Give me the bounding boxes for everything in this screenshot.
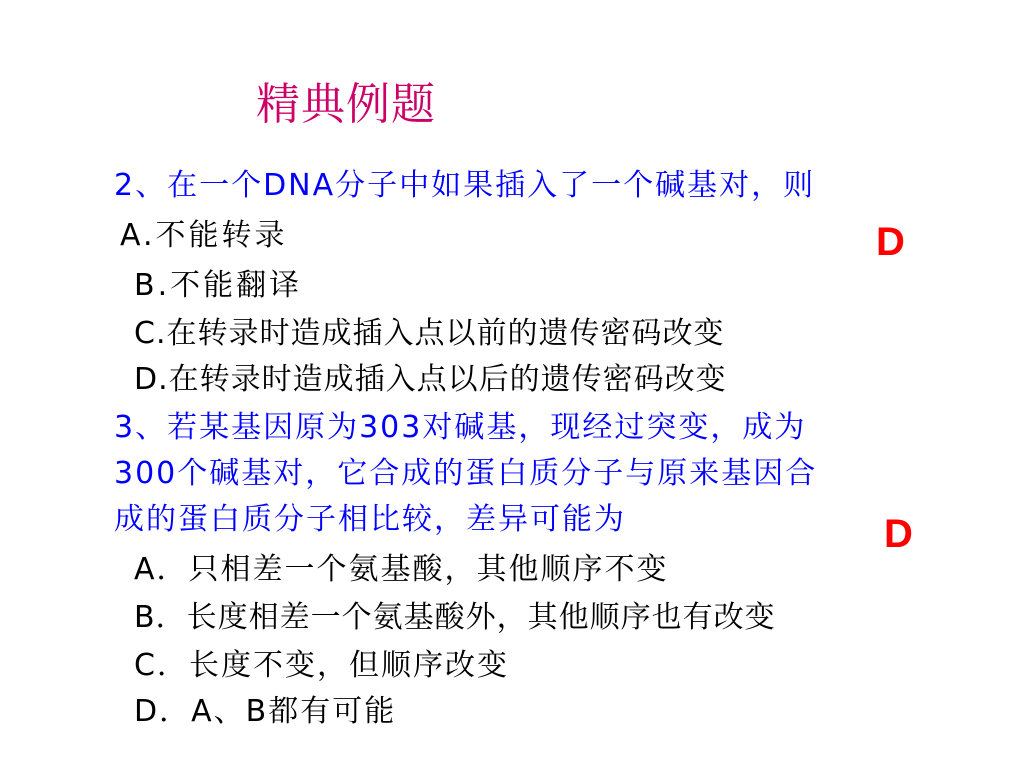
question-2-answer: D: [876, 220, 905, 264]
question-2-stem: 2、在一个DNA分子中如果插入了一个碱基对，则: [114, 168, 816, 203]
question-3-stem-line-3: 成的蛋白质分子相比较，差异可能为: [114, 502, 626, 537]
question-2-option-c: C.在转录时造成插入点以前的遗传密码改变: [134, 316, 725, 351]
question-2-option-d: D.在转录时造成插入点以后的遗传密码改变: [134, 362, 727, 397]
question-3-option-d: D．A、B都有可能: [134, 694, 397, 729]
question-3-answer: D: [884, 512, 913, 556]
slide-title: 精典例题: [256, 79, 436, 130]
question-3-stem-line-1: 3、若某基因原为303对碱基，现经过突变，成为: [114, 410, 807, 445]
question-2-option-a: A.不能转录: [120, 218, 288, 253]
question-3-option-b: B．长度相差一个氨基酸外，其他顺序也有改变: [134, 600, 776, 635]
question-3-stem-line-2: 300个碱基对，它合成的蛋白质分子与原来基因合: [114, 456, 818, 491]
question-3-option-c: C．长度不变，但顺序改变: [134, 648, 509, 683]
question-2-option-b: B.不能翻译: [134, 268, 303, 303]
question-3-option-a: A．只相差一个氨基酸，其他顺序不变: [134, 552, 669, 587]
